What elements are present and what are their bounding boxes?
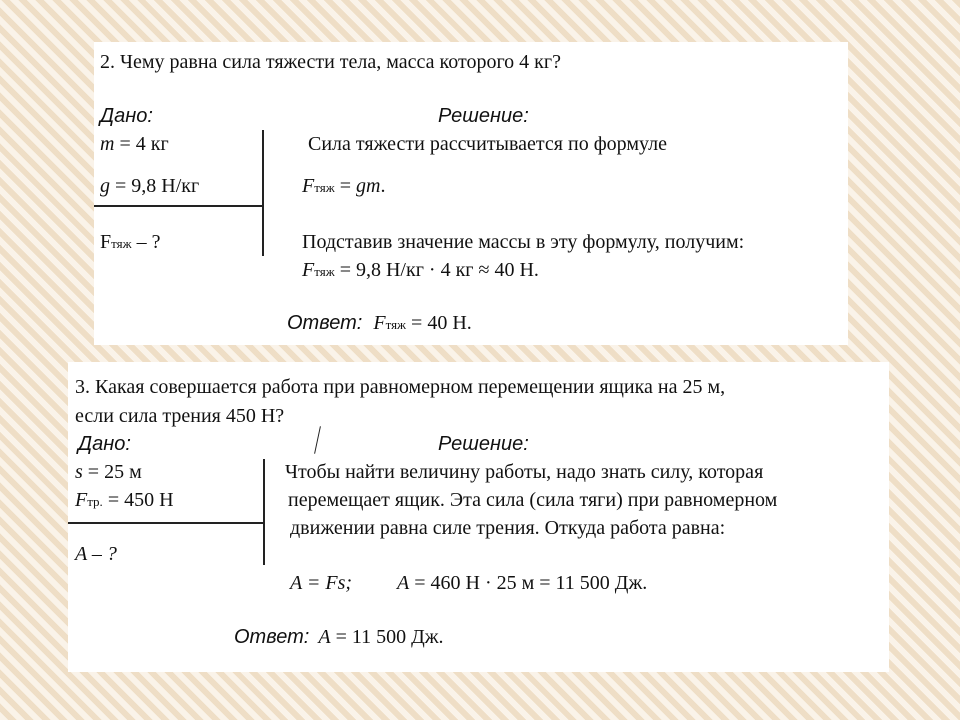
answer-work-symbol: A [318, 626, 331, 648]
calc-subscript: тяж [314, 264, 335, 279]
unknown-force [100, 231, 161, 255]
problem-2-card [94, 42, 848, 345]
calc-force: F [302, 259, 315, 281]
formula-dot: . [380, 175, 386, 197]
stray-slash-mark [314, 426, 321, 454]
given-divider-vertical [262, 130, 264, 256]
friction-letter: F [75, 489, 88, 511]
answer-label: Ответ: [234, 626, 310, 648]
given-friction [75, 489, 174, 513]
solution-line-3: Подставив значение массы в эту формулу, получим: [302, 231, 745, 253]
answer-value: = 40 Н. [406, 312, 472, 334]
solution-line-2: перемещает ящик. Эта сила (сила тяги) при равномерном [288, 489, 778, 511]
given-mass [100, 133, 169, 155]
distance-value: = 25 м [82, 461, 142, 483]
problem-3-question-line-2: если сила трения 450 Н? [75, 405, 285, 427]
mass-value: = 4 кг [114, 133, 169, 155]
g-value: = 9,8 Н/кг [110, 175, 200, 197]
solution-line-1: Сила тяжести рассчитывается по формуле [308, 133, 667, 155]
force-letter: F [100, 231, 112, 253]
formula-equals: = [334, 175, 356, 197]
work-calculation [397, 572, 647, 594]
answer [234, 626, 444, 648]
solution-calculation [302, 259, 539, 283]
solution-formula [302, 175, 385, 199]
mass-symbol: m [100, 133, 115, 155]
given-g [100, 175, 199, 197]
formula-rhs: gm [355, 175, 381, 197]
solution-label: Решение: [438, 105, 529, 127]
distance-symbol: s [75, 461, 83, 483]
formula-subscript: тяж [314, 180, 335, 195]
calc-work-symbol: A [397, 572, 410, 594]
answer-value: = 11 500 Дж. [330, 626, 444, 648]
g-symbol: g [100, 175, 110, 197]
given-label: Дано: [100, 105, 153, 127]
given-divider-horizontal [68, 522, 265, 524]
unknown-work: A – ? [75, 543, 117, 565]
work-formula: A = Fs; [290, 572, 353, 594]
problem-2-question: 2. Чему равна сила тяжести тела, масса которого 4 кг? [100, 51, 561, 73]
formula-force: F [302, 175, 315, 197]
given-distance [75, 461, 142, 483]
answer-label: Ответ: [287, 312, 363, 334]
calc-value: = 9,8 Н/кг · 4 кг ≈ 40 Н. [334, 259, 539, 281]
answer [287, 312, 472, 336]
answer-force: F [373, 312, 386, 334]
given-divider-horizontal [94, 205, 264, 207]
given-label: Дано: [78, 433, 131, 455]
solution-line-1: Чтобы найти величину работы, надо знать силу, которая [285, 461, 764, 483]
solution-label: Решение: [438, 433, 529, 455]
force-question: – ? [131, 231, 161, 253]
answer-subscript: тяж [385, 317, 407, 332]
problem-3-question-line-1: 3. Какая совершается работа при равномерном перемещении ящика на 25 м, [75, 376, 726, 398]
friction-value: = 450 Н [102, 489, 174, 511]
given-divider-vertical [263, 459, 265, 565]
friction-subscript: тр. [87, 494, 103, 509]
solution-line-3: движении равна силе трения. Откуда работа равна: [290, 517, 726, 539]
force-subscript: тяж [111, 236, 132, 251]
calc-work-value: = 460 Н · 25 м = 11 500 Дж. [409, 572, 648, 594]
problem-3-card [68, 362, 889, 672]
